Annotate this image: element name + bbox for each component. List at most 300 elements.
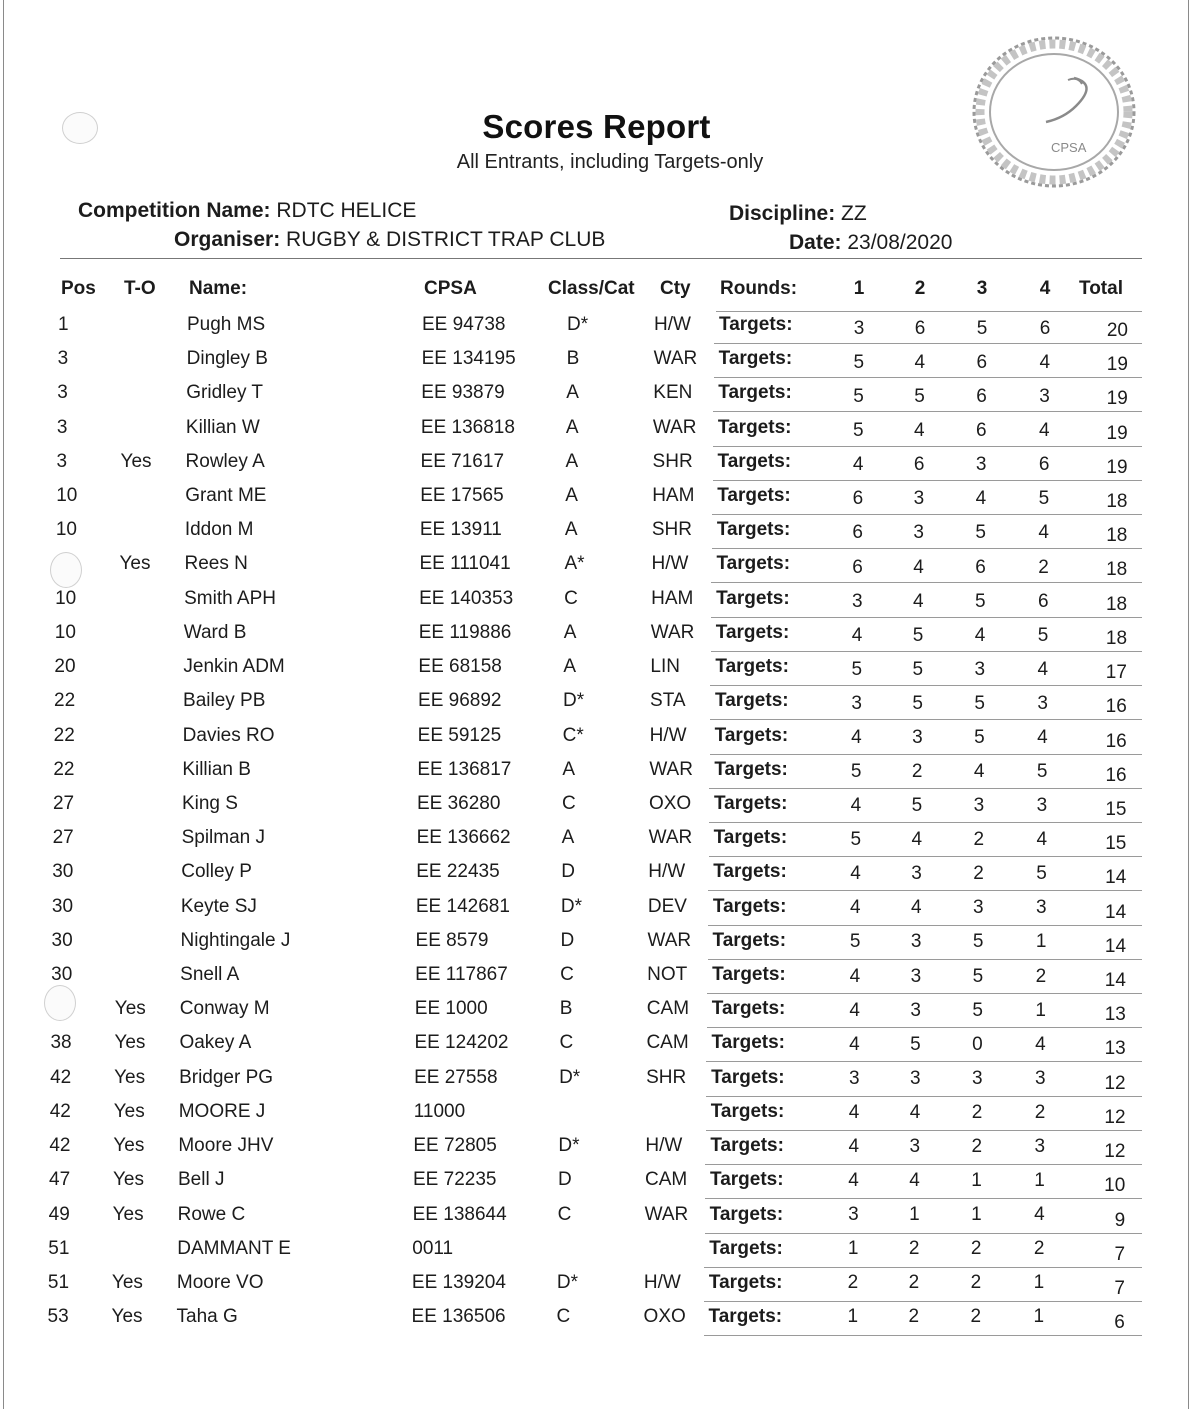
cell-round-3: 5: [974, 726, 985, 748]
cell-round-2: 4: [912, 590, 924, 612]
cell-to: Yes: [114, 998, 146, 1020]
cell-round-3: 2: [970, 1306, 982, 1328]
cell-round-2: 3: [909, 1135, 921, 1157]
cell-pos: 22: [53, 758, 75, 780]
cell-cpsa: 11000: [413, 1100, 466, 1122]
cell-class: A: [565, 450, 579, 472]
cell-total: 18: [1106, 491, 1128, 513]
cell-round-3: 3: [974, 658, 986, 680]
cell-round-1: 5: [850, 829, 862, 851]
cell-total: 16: [1105, 730, 1127, 752]
row-underline: [708, 925, 1142, 926]
cell-round-3: 4: [975, 488, 987, 510]
cell-class: D*: [558, 1135, 580, 1157]
cell-cty: WAR: [647, 929, 692, 951]
cell-round-1: 3: [853, 318, 865, 339]
cell-targets-label: Targets:: [718, 382, 792, 404]
cell-round-4: 3: [1034, 1067, 1046, 1089]
cell-name: Killian B: [182, 758, 251, 780]
cell-round-3: 5: [972, 999, 983, 1021]
cell-total: 12: [1104, 1106, 1126, 1128]
punch-hole-middle: [50, 552, 82, 588]
cell-cty: H/W: [649, 724, 687, 746]
cell-round-1: 5: [850, 761, 862, 783]
cell-class: D*: [556, 1271, 579, 1293]
cell-name: Smith APH: [184, 587, 276, 609]
cell-cpsa: EE 136817: [417, 758, 512, 780]
cell-name: Snell A: [180, 964, 240, 986]
report-subtitle: All Entrants, including Targets-only: [456, 151, 764, 173]
cell-total: 19: [1106, 354, 1128, 376]
cell-round-1: 3: [851, 692, 862, 714]
cell-round-2: 2: [908, 1306, 920, 1328]
cell-cpsa: EE 96892: [418, 690, 502, 712]
cell-round-3: 4: [974, 624, 986, 646]
cell-cpsa: 0011: [412, 1237, 454, 1259]
cell-cty: NOT: [647, 964, 688, 986]
cell-cpsa: EE 68158: [418, 656, 502, 678]
cell-pos: 49: [48, 1203, 70, 1225]
cell-cty: H/W: [645, 1135, 683, 1157]
col-header-to: T-O: [124, 278, 156, 299]
cell-round-1: 5: [851, 658, 863, 680]
cell-name: Bridger PG: [179, 1066, 274, 1088]
cell-cpsa: EE 139204: [411, 1271, 506, 1293]
cell-cpsa: EE 124202: [414, 1032, 509, 1054]
competition-name-line: [78, 199, 416, 223]
cell-round-3: 5: [972, 965, 984, 987]
cell-round-1: 1: [847, 1238, 859, 1260]
cell-round-1: 5: [849, 931, 861, 953]
col-header-round-3: 3: [976, 278, 988, 299]
cell-pos: 42: [49, 1135, 71, 1157]
row-underline: [705, 1233, 1142, 1234]
cell-round-4: 1: [1035, 931, 1047, 953]
row-underline: [710, 719, 1142, 720]
cell-pos: 22: [53, 724, 75, 746]
cell-total: 16: [1105, 764, 1127, 786]
cell-round-3: 5: [972, 931, 984, 953]
row-underline: [705, 1198, 1142, 1199]
cell-name: Rees N: [184, 553, 248, 575]
cell-round-3: 5: [974, 692, 985, 714]
cell-round-1: 4: [851, 726, 862, 748]
cell-cpsa: EE 140353: [419, 587, 514, 609]
cell-round-2: 5: [914, 386, 925, 408]
cell-round-2: 5: [911, 795, 923, 817]
col-header-class: Class/Cat: [548, 278, 635, 299]
date-line: [789, 231, 952, 255]
cell-cpsa: EE 136818: [420, 416, 515, 438]
cell-to: Yes: [111, 1271, 143, 1293]
cell-cty: CAM: [645, 1169, 688, 1191]
cell-cpsa: EE 117867: [415, 964, 508, 986]
cell-cty: SHR: [646, 1066, 687, 1088]
cell-cty: DEV: [647, 895, 687, 917]
cell-name: Moore JHV: [178, 1135, 274, 1157]
cell-cpsa: EE 22435: [416, 861, 500, 883]
cell-name: Jenkin ADM: [183, 656, 285, 678]
cell-round-1: 2: [847, 1272, 859, 1294]
seal-label: CPSA: [1051, 140, 1087, 155]
cell-pos: 10: [54, 621, 76, 643]
cell-round-2: 4: [911, 829, 923, 851]
row-underline: [705, 1164, 1142, 1165]
cell-round-1: 4: [849, 999, 860, 1021]
cell-cpsa: EE 94738: [422, 314, 506, 335]
cell-cpsa: EE 93879: [421, 382, 505, 404]
discipline-label: Discipline:: [729, 202, 836, 225]
cell-to: Yes: [112, 1203, 144, 1225]
cell-class: D: [560, 929, 575, 951]
col-header-round-1: 1: [853, 278, 865, 299]
cell-round-2: 3: [912, 726, 923, 748]
cell-round-2: 3: [913, 488, 925, 510]
cell-round-4: 1: [1035, 999, 1046, 1021]
cell-round-3: 2: [971, 1135, 983, 1157]
cell-round-2: 2: [911, 761, 923, 783]
cell-round-2: 2: [908, 1272, 920, 1294]
cell-targets-label: Targets:: [714, 724, 789, 746]
cell-round-4: 4: [1039, 352, 1051, 374]
cell-round-1: 4: [848, 1170, 859, 1191]
cell-pos: 30: [51, 929, 73, 951]
cell-total: 18: [1105, 593, 1128, 615]
cell-round-3: 0: [972, 1033, 983, 1055]
cell-name: Dingley B: [186, 348, 268, 370]
cell-cpsa: EE 17565: [420, 485, 504, 507]
cell-cpsa: EE 138644: [412, 1203, 507, 1225]
cell-targets-label: Targets:: [711, 998, 786, 1020]
cell-round-4: 5: [1036, 863, 1047, 885]
cell-round-1: 4: [849, 965, 861, 987]
row-underline: [704, 1267, 1142, 1268]
cell-total: 9: [1114, 1209, 1126, 1231]
cell-class: A: [565, 485, 578, 507]
cell-to: Yes: [120, 450, 152, 472]
cell-round-4: 2: [1034, 1101, 1046, 1123]
cell-round-4: 1: [1033, 1272, 1045, 1294]
cell-round-4: 3: [1034, 1135, 1046, 1157]
cell-cpsa: EE 59125: [417, 724, 502, 746]
cell-pos: 42: [50, 1066, 72, 1088]
cell-name: Rowley A: [185, 450, 265, 472]
cell-pos: 10: [55, 587, 77, 609]
cell-cty: LIN: [650, 656, 680, 678]
cell-round-3: 5: [975, 522, 986, 544]
cell-targets-label: Targets:: [716, 519, 791, 541]
cell-round-4: 1: [1033, 1306, 1045, 1328]
cell-cpsa: EE 136506: [411, 1306, 506, 1328]
cell-round-2: 4: [909, 1170, 920, 1191]
cell-name: Iddon M: [184, 519, 254, 541]
cell-name: Davies RO: [182, 724, 275, 746]
cell-targets-label: Targets:: [710, 1100, 785, 1122]
col-header-cty: Cty: [660, 278, 691, 299]
cell-round-4: 6: [1037, 590, 1049, 612]
cell-cty: WAR: [650, 621, 695, 643]
cell-cty: WAR: [652, 416, 697, 438]
row-underline: [709, 788, 1142, 789]
cell-class: A: [565, 416, 579, 438]
cell-name: Moore VO: [176, 1271, 264, 1293]
cell-round-1: 5: [853, 420, 864, 442]
col-header-cpsa: CPSA: [424, 278, 477, 299]
cell-name: MOORE J: [178, 1100, 266, 1122]
cell-cpsa: EE 8579: [415, 929, 489, 951]
cell-round-3: 4: [973, 761, 985, 783]
cell-targets-label: Targets:: [712, 964, 786, 986]
cell-round-4: 3: [1036, 795, 1048, 817]
cell-pos: 10: [55, 519, 77, 541]
cell-cty: H/W: [648, 861, 686, 883]
cell-targets-label: Targets:: [715, 656, 789, 678]
cell-round-1: 3: [848, 1204, 859, 1226]
cell-round-4: 5: [1038, 488, 1050, 510]
cell-targets-label: Targets:: [710, 1169, 784, 1191]
cell-round-1: 4: [850, 897, 861, 919]
row-underline: [713, 446, 1142, 447]
row-underline: [704, 1301, 1142, 1302]
cell-round-4: 6: [1038, 454, 1050, 476]
row-underline: [709, 822, 1142, 823]
report-title: Scores Report: [482, 108, 711, 145]
cell-round-2: 5: [912, 692, 923, 714]
cell-round-4: 4: [1037, 658, 1049, 680]
cell-pos: 53: [47, 1306, 69, 1328]
cell-round-3: 1: [971, 1204, 982, 1226]
cell-cty: KEN: [653, 382, 693, 404]
row-underline: [713, 411, 1142, 412]
cell-targets-label: Targets:: [710, 1135, 784, 1157]
cell-round-4: 2: [1033, 1238, 1045, 1260]
cell-cpsa: EE 134195: [421, 348, 516, 370]
cell-pos: 42: [49, 1100, 71, 1122]
cell-total: 19: [1106, 422, 1128, 444]
cell-round-4: 4: [1037, 726, 1048, 748]
row-underline: [714, 377, 1142, 378]
col-header-pos: Pos: [61, 278, 96, 299]
cell-round-3: 6: [975, 556, 986, 578]
cell-cpsa: EE 72235: [413, 1169, 497, 1191]
cell-round-3: 6: [976, 420, 987, 442]
cell-pos: 10: [56, 485, 78, 507]
cell-cty: HAM: [652, 485, 695, 507]
cell-total: 12: [1104, 1072, 1126, 1094]
cell-cty: H/W: [651, 553, 689, 575]
cell-round-2: 6: [913, 454, 925, 476]
cell-total: 15: [1105, 798, 1127, 820]
cell-class: A: [563, 656, 577, 678]
cell-total: 13: [1104, 1038, 1126, 1060]
cell-round-4: 4: [1034, 1204, 1045, 1226]
cell-round-2: 5: [912, 658, 924, 680]
cell-round-3: 3: [973, 795, 985, 817]
cell-cty: OXO: [643, 1306, 686, 1328]
cell-to: Yes: [119, 553, 151, 575]
cell-cpsa: EE 72805: [413, 1135, 497, 1157]
cell-round-2: 2: [908, 1238, 920, 1260]
cell-cpsa: EE 71617: [420, 450, 505, 472]
cell-cty: SHR: [652, 450, 693, 472]
row-underline: [712, 548, 1142, 549]
cell-targets-label: Targets:: [714, 758, 788, 780]
cell-round-3: 2: [973, 829, 985, 851]
cell-round-1: 4: [851, 624, 863, 646]
cell-round-3: 1: [971, 1170, 982, 1191]
cell-class: A: [564, 519, 578, 541]
cell-round-3: 2: [973, 863, 984, 885]
col-header-rounds: Rounds:: [720, 278, 798, 299]
header-underline: [716, 311, 1142, 312]
cell-round-4: 4: [1035, 1033, 1046, 1055]
row-underline: [711, 617, 1142, 618]
cell-targets-label: Targets:: [708, 1306, 783, 1328]
cell-round-1: 4: [848, 1101, 860, 1123]
row-underline: [707, 1027, 1142, 1028]
cell-round-4: 2: [1038, 556, 1049, 578]
cell-round-3: 3: [973, 897, 984, 919]
cell-round-2: 4: [914, 420, 925, 442]
cell-round-2: 3: [913, 522, 924, 544]
cell-total: 7: [1114, 1277, 1125, 1299]
cell-to: Yes: [113, 1100, 145, 1122]
cell-targets-label: Targets:: [717, 485, 791, 507]
date-label: Date:: [789, 231, 842, 254]
col-header-round-2: 2: [914, 278, 926, 299]
cell-targets-label: Targets:: [716, 553, 791, 575]
cell-round-2: 4: [914, 352, 926, 374]
cell-class: A: [563, 621, 577, 643]
organiser-value: RUGBY & DISTRICT TRAP CLUB: [286, 228, 606, 251]
cell-round-1: 4: [852, 454, 864, 476]
competition-name-label: Competition Name:: [78, 199, 271, 222]
row-underline: [714, 343, 1142, 344]
cell-name: Ward B: [183, 621, 247, 643]
cell-pos: 3: [56, 450, 68, 472]
cell-targets-label: Targets:: [709, 1237, 783, 1259]
date-value: 23/08/2020: [847, 231, 953, 254]
cell-name: Conway M: [179, 998, 270, 1020]
row-underline: [709, 856, 1142, 857]
cell-targets-label: Targets:: [713, 792, 788, 814]
cell-total: 18: [1106, 559, 1128, 581]
row-underline: [708, 959, 1142, 960]
cell-targets-label: Targets:: [715, 690, 789, 712]
cell-round-1: 3: [848, 1067, 860, 1089]
cell-round-3: 2: [970, 1272, 982, 1294]
cell-cpsa: EE 36280: [416, 792, 501, 814]
cell-round-1: 5: [853, 352, 865, 374]
cell-targets-label: Targets:: [716, 587, 790, 609]
cell-class: D*: [559, 1066, 581, 1088]
col-header-total: Total: [1079, 278, 1123, 299]
cell-round-1: 1: [847, 1306, 859, 1328]
discipline-line: [729, 202, 867, 226]
cell-targets-label: Targets:: [712, 895, 787, 917]
cell-cty: CAM: [646, 1032, 689, 1054]
cell-pos: 30: [52, 861, 74, 883]
cell-class: B: [559, 998, 573, 1020]
cell-cpsa: EE 27558: [414, 1066, 498, 1088]
cell-round-1: 4: [849, 1033, 860, 1055]
cell-targets-label: Targets:: [713, 827, 788, 849]
row-underline: [706, 1061, 1142, 1062]
cell-name: Colley P: [181, 861, 252, 883]
competition-name-value: RDTC HELICE: [276, 199, 417, 222]
cell-round-2: 4: [913, 556, 924, 578]
cell-round-1: 6: [852, 556, 863, 578]
cell-pos: 3: [57, 348, 69, 370]
cell-round-1: 4: [850, 795, 862, 817]
cell-round-4: 1: [1034, 1170, 1045, 1191]
cell-class: C: [556, 1306, 571, 1328]
cell-pos: 30: [51, 964, 73, 986]
row-underline: [706, 1096, 1142, 1097]
cell-targets-label: Targets:: [717, 450, 792, 472]
cell-round-3: 5: [976, 318, 988, 339]
cell-pos: 47: [49, 1169, 71, 1191]
row-underline: [708, 890, 1142, 891]
cell-total: 14: [1105, 867, 1127, 889]
cell-class: D: [558, 1169, 572, 1191]
cell-name: Spilman J: [181, 827, 266, 849]
cell-pos: 27: [52, 827, 74, 849]
cell-class: C: [561, 792, 576, 814]
cell-to: Yes: [113, 1169, 144, 1191]
cell-round-3: 6: [976, 386, 987, 408]
row-underline: [710, 685, 1142, 686]
cell-total: 7: [1114, 1243, 1126, 1265]
cell-class: C*: [562, 724, 584, 746]
cell-round-3: 6: [976, 352, 988, 374]
cell-round-4: 5: [1037, 624, 1049, 646]
cell-total: 15: [1105, 833, 1127, 855]
cell-round-2: 5: [912, 624, 924, 646]
cell-cty: H/W: [654, 314, 691, 335]
cell-round-4: 3: [1036, 897, 1047, 919]
discipline-value: ZZ: [841, 202, 867, 225]
cell-pos: 30: [51, 895, 74, 917]
cell-round-1: 3: [851, 590, 863, 612]
cell-total: 10: [1104, 1175, 1126, 1197]
cell-cpsa: EE 1000: [414, 998, 488, 1020]
cell-class: B: [566, 348, 580, 370]
cell-name: DAMMANT E: [177, 1237, 291, 1259]
cell-name: Bell J: [178, 1169, 225, 1191]
cell-round-4: 3: [1039, 386, 1050, 408]
cell-cpsa: EE 119886: [418, 621, 512, 643]
cell-total: 17: [1105, 662, 1127, 684]
cell-name: Bailey PB: [183, 690, 266, 712]
cell-round-2: 3: [909, 1067, 921, 1089]
cell-cty: STA: [650, 690, 686, 712]
cell-cty: OXO: [648, 792, 692, 814]
cell-total: 16: [1105, 696, 1127, 718]
organiser-line: [174, 228, 605, 252]
cell-round-2: 3: [910, 931, 922, 953]
cell-cty: H/W: [643, 1271, 681, 1293]
cell-total: 14: [1104, 935, 1127, 957]
cell-cpsa: EE 142681: [415, 895, 510, 917]
cell-cty: HAM: [651, 587, 694, 609]
cell-name: Keyte SJ: [180, 895, 257, 917]
cell-targets-label: Targets:: [717, 416, 792, 438]
row-underline: [711, 651, 1142, 652]
cell-total: 18: [1105, 627, 1128, 649]
cell-round-3: 3: [975, 454, 987, 476]
cell-round-1: 6: [852, 488, 864, 510]
